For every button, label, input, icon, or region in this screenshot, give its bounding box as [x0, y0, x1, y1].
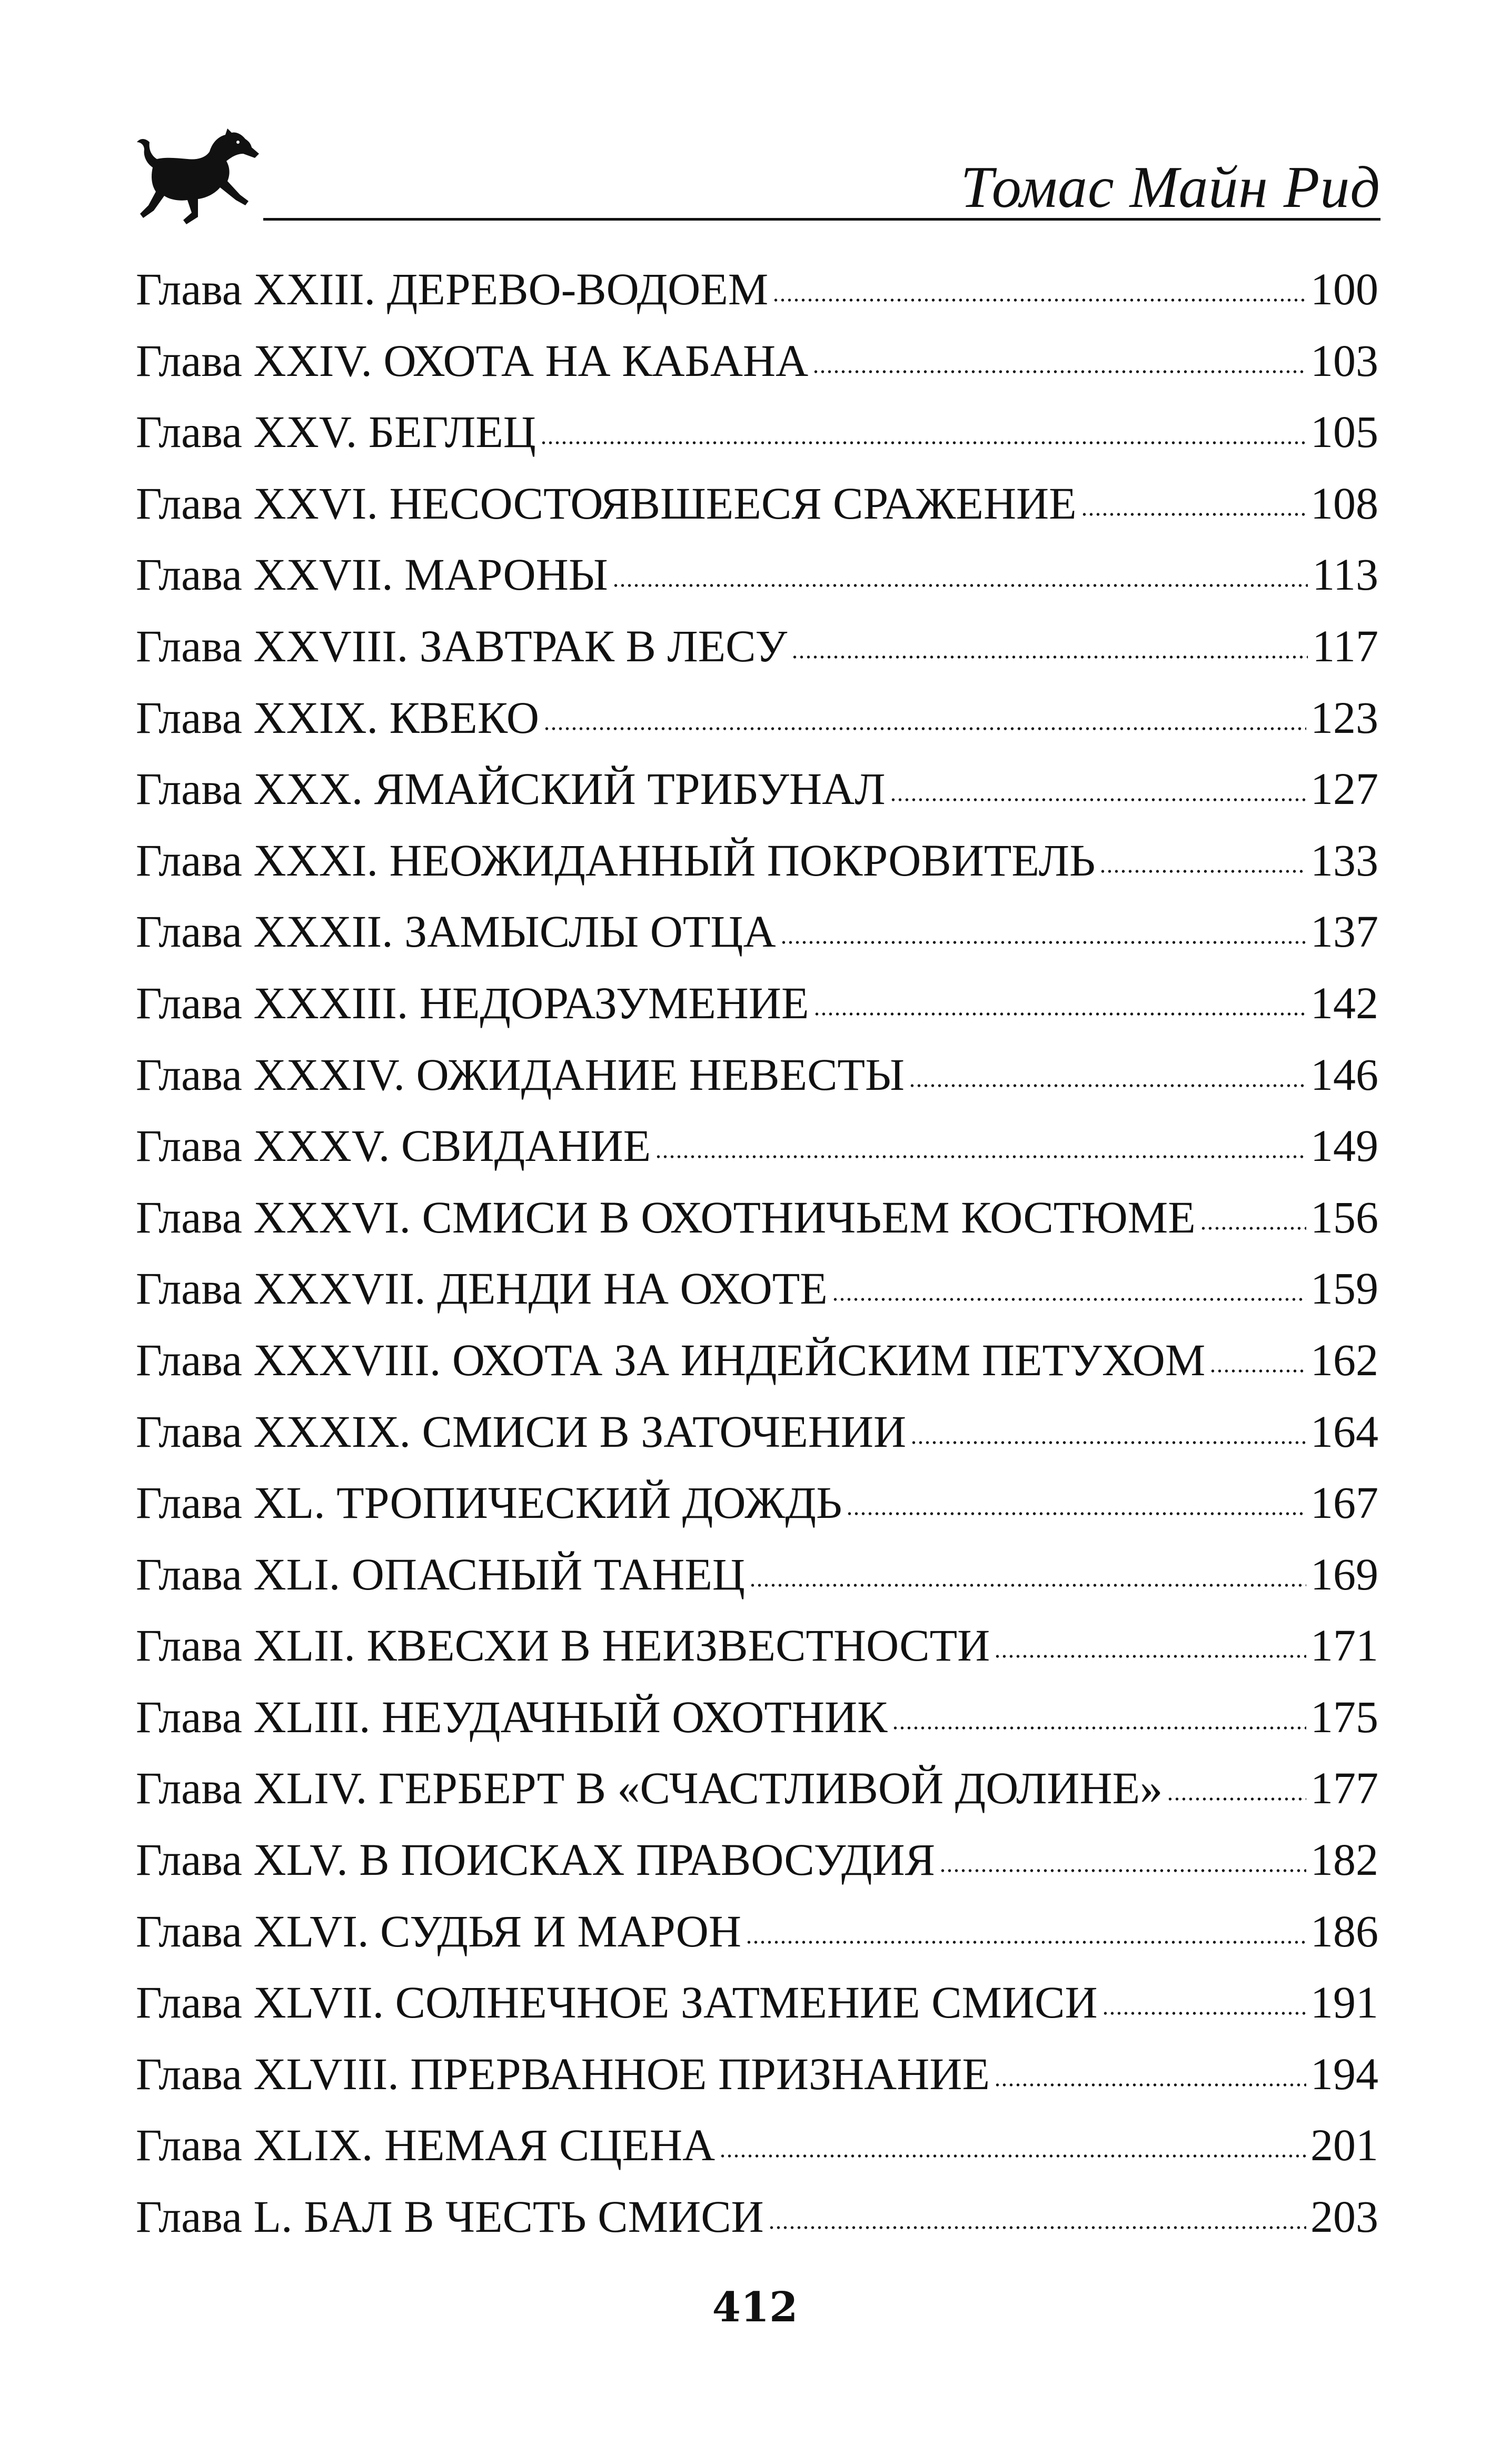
toc-entry: [136, 1325, 1378, 1396]
toc-entry-title: Глава XXXVIII. ОХОТА ЗА ИНДЕЙСКИМ ПЕТУХОМ: [136, 1334, 1206, 1385]
toc-entry-title: Глава XLVI. СУДЬЯ И МАРОН: [136, 1905, 741, 1956]
dot-leader: [1099, 864, 1306, 875]
toc-entry: [136, 325, 1378, 397]
toc-entry: [136, 1610, 1378, 1682]
toc-entry-title: Глава XXIX. КВЕКО: [136, 692, 540, 743]
dot-leader: [890, 792, 1306, 803]
toc-entry-title: Глава XLIV. ГЕРБЕРТ В «СЧАСТЛИВОЙ ДОЛИНЕ»: [136, 1763, 1163, 1814]
toc-entry: [136, 1110, 1378, 1182]
toc-entry-page: 164: [1310, 1406, 1378, 1457]
dot-leader: [846, 1506, 1306, 1517]
dot-leader: [892, 1721, 1306, 1731]
dot-leader: [749, 1578, 1306, 1588]
toc-entry: [136, 611, 1378, 682]
dot-leader: [1081, 507, 1306, 518]
page-number: 412: [712, 2283, 798, 2331]
toc-entry-title: Глава XXXV. СВИДАНИЕ: [136, 1120, 651, 1171]
toc-entry-page: 105: [1310, 406, 1378, 458]
toc-entry-title: Глава XXVIII. ЗАВТРАК В ЛЕСУ: [136, 620, 788, 671]
toc-entry: [136, 468, 1378, 540]
toc-entry-title: Глава XL. ТРОПИЧЕСКИЙ ДОЖДЬ: [136, 1477, 842, 1528]
dot-leader: [994, 2078, 1306, 2088]
toc-entry-page: 186: [1310, 1905, 1378, 1956]
dot-leader: [1102, 2006, 1306, 2016]
dot-leader: [1209, 1364, 1306, 1374]
toc-entry-page: 177: [1310, 1763, 1378, 1814]
toc-entry: [136, 1396, 1378, 1468]
toc-entry-page: 137: [1310, 906, 1378, 957]
toc-entry: [136, 682, 1378, 754]
toc-entry: [136, 1896, 1378, 1968]
toc-entry: [136, 396, 1378, 468]
toc-entry-title: Глава XLIX. НЕМАЯ СЦЕНА: [136, 2120, 716, 2171]
toc-entry-page: 117: [1312, 620, 1378, 671]
toc-entry-page: 108: [1310, 478, 1378, 529]
toc-entry: [136, 1253, 1378, 1325]
toc-entry: [136, 753, 1378, 825]
dot-leader: [772, 293, 1306, 303]
toc-entry: [136, 896, 1378, 968]
toc-entry-page: 149: [1310, 1120, 1378, 1171]
running-header: [133, 116, 1380, 226]
running-head-author: Томас Майн Рид: [960, 155, 1380, 220]
dot-leader: [543, 721, 1306, 732]
toc-entry-title: Глава XXIII. ДЕРЕВО-ВОДОЕМ: [136, 264, 769, 314]
toc-entry-page: 203: [1310, 2191, 1378, 2242]
toc-entry: [136, 1682, 1378, 1753]
toc-entry-title: Глава XLII. КВЕСХИ В НЕИЗВЕСТНОСТИ: [136, 1620, 990, 1671]
toc-entry-title: Глава XLVIII. ПРЕРВАННОЕ ПРИЗНАНИЕ: [136, 2048, 990, 2099]
dot-leader: [791, 650, 1308, 660]
dot-leader: [612, 578, 1308, 589]
toc-entry-page: 159: [1310, 1263, 1378, 1314]
toc-entry-title: Глава XXXIII. НЕДОРАЗУМЕНИЕ: [136, 977, 809, 1028]
toc-entry-page: 103: [1310, 335, 1378, 386]
dot-leader: [768, 2220, 1306, 2231]
toc-entry-title: Глава XXXVI. СМИСИ В ОХОТНИЧЬЕМ КОСТЮМЕ: [136, 1191, 1196, 1243]
toc-entry: [136, 825, 1378, 897]
toc-entry-page: 127: [1310, 763, 1378, 814]
toc-entry: [136, 1967, 1378, 2039]
dot-leader: [1200, 1221, 1306, 1231]
toc-entry-title: Глава XXIV. ОХОТА НА КАБАНА: [136, 335, 809, 386]
toc-entry-title: Глава XXVI. НЕСОСТОЯВШЕЕСЯ СРАЖЕНИЕ: [136, 478, 1077, 529]
dot-leader: [832, 1292, 1306, 1303]
toc-entry-page: 146: [1310, 1049, 1378, 1100]
toc-entry: [136, 1539, 1378, 1611]
toc-entry-page: 162: [1310, 1334, 1378, 1385]
toc-entry-page: 133: [1310, 834, 1378, 886]
dot-leader: [1167, 1792, 1306, 1802]
horse-icon: [133, 126, 270, 226]
toc-entry-title: Глава XLVII. СОЛНЕЧНОЕ ЗАТМЕНИЕ СМИСИ: [136, 1977, 1098, 2028]
toc-entry-page: 123: [1310, 692, 1378, 743]
toc-entry-page: 191: [1310, 1977, 1378, 2028]
toc-entry-title: Глава XXXIV. ОЖИДАНИЕ НЕВЕСТЫ: [136, 1049, 905, 1100]
toc-entry: [136, 2181, 1378, 2253]
toc-entry-page: 201: [1310, 2120, 1378, 2171]
toc-entry-page: 142: [1310, 977, 1378, 1028]
toc-entry-title: Глава XXXIX. СМИСИ В ЗАТОЧЕНИИ: [136, 1406, 907, 1457]
dot-leader: [909, 1078, 1306, 1089]
table-of-contents: [136, 254, 1378, 2253]
toc-entry: [136, 1039, 1378, 1111]
toc-entry-title: Глава XXX. ЯМАЙСКИЙ ТРИБУНАЛ: [136, 763, 886, 814]
toc-entry-page: 175: [1310, 1691, 1378, 1742]
dot-leader: [655, 1149, 1306, 1160]
toc-entry: [136, 2110, 1378, 2181]
toc-entry: [136, 254, 1378, 325]
toc-entry-title: Глава XLI. ОПАСНЫЙ ТАНЕЦ: [136, 1548, 745, 1599]
toc-entry-page: 156: [1310, 1191, 1378, 1243]
toc-entry-page: 167: [1310, 1477, 1378, 1528]
toc-entry-page: 182: [1310, 1834, 1378, 1885]
dot-leader: [910, 1435, 1306, 1446]
toc-entry-title: Глава XXV. БЕГЛЕЦ: [136, 406, 536, 458]
toc-entry-title: Глава XXVII. МАРОНЫ: [136, 549, 608, 600]
toc-entry-title: Глава XLIII. НЕУДАЧНЫЙ ОХОТНИК: [136, 1691, 888, 1742]
toc-entry-title: Глава XLV. В ПОИСКАХ ПРАВОСУДИЯ: [136, 1834, 935, 1885]
toc-entry-page: 171: [1310, 1620, 1378, 1671]
toc-entry: [136, 2039, 1378, 2110]
toc-entry-title: Глава XXXII. ЗАМЫСЛЫ ОТЦА: [136, 906, 776, 957]
toc-entry-page: 100: [1310, 264, 1378, 314]
dot-leader: [746, 1935, 1306, 1945]
toc-entry: [136, 1824, 1378, 1896]
toc-entry-title: Глава XXXI. НЕОЖИДАННЫЙ ПОКРОВИТЕЛЬ: [136, 834, 1096, 886]
dot-leader: [939, 1863, 1306, 1874]
dot-leader: [780, 935, 1306, 946]
toc-entry-page: 194: [1310, 2048, 1378, 2099]
toc-entry-page: 169: [1310, 1548, 1378, 1599]
toc-entry-title: Глава XXXVII. ДЕНДИ НА ОХОТЕ: [136, 1263, 828, 1314]
toc-entry: [136, 1753, 1378, 1824]
dot-leader: [540, 435, 1306, 446]
toc-entry-title: Глава L. БАЛ В ЧЕСТЬ СМИСИ: [136, 2191, 764, 2242]
toc-entry-page: 113: [1312, 549, 1378, 600]
dot-leader: [719, 2149, 1306, 2159]
toc-entry: [136, 968, 1378, 1039]
dot-leader: [813, 1007, 1307, 1017]
toc-entry: [136, 1467, 1378, 1539]
dot-leader: [994, 1649, 1306, 1660]
toc-entry: [136, 1182, 1378, 1254]
toc-entry: [136, 539, 1378, 611]
dot-leader: [812, 364, 1306, 375]
